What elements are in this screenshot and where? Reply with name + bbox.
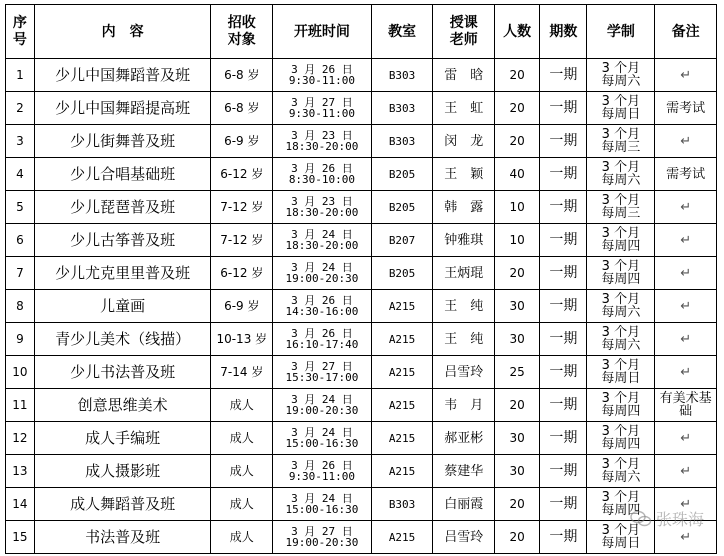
cell-start-time xyxy=(273,59,372,92)
cell-audience: 7-12 岁 xyxy=(211,191,273,224)
cell-room: B207 xyxy=(371,224,433,257)
cell-course-name: 少儿古筝普及班 xyxy=(34,224,211,257)
system-day: 每周四 xyxy=(601,272,641,287)
system-day: 每周六 xyxy=(601,305,641,320)
cell-term: 一期 xyxy=(540,224,587,257)
start-hours: 16:10-17:40 xyxy=(285,338,359,351)
cell-audience: 6-12 岁 xyxy=(211,158,273,191)
cell-start-time xyxy=(273,125,372,158)
cell-teacher: 雷 晗 xyxy=(433,59,495,92)
system-duration: 3 个月 xyxy=(601,523,641,538)
system-duration: 3 个月 xyxy=(601,490,641,505)
system-day: 每周六 xyxy=(601,74,641,89)
system-day: 每周六 xyxy=(601,338,641,353)
cell-audience: 6-8 岁 xyxy=(211,92,273,125)
cell-count: 40 xyxy=(495,158,540,191)
system-day: 每周六 xyxy=(601,470,641,485)
table-row xyxy=(6,356,717,389)
cell-term: 一期 xyxy=(540,257,587,290)
table-row xyxy=(6,158,717,191)
start-date: 3 月 27 日 xyxy=(291,360,353,373)
cell-teacher: 王 颖 xyxy=(433,158,495,191)
cell-start-time xyxy=(273,356,372,389)
cell-seq: 12 xyxy=(6,422,35,455)
start-date: 3 月 24 日 xyxy=(291,261,353,274)
cell-teacher: 王 纯 xyxy=(433,290,495,323)
cell-teacher: 钟雅琪 xyxy=(433,224,495,257)
system-day: 每周三 xyxy=(601,140,641,155)
cell-seq: 3 xyxy=(6,125,35,158)
cell-course-name: 少儿中国舞蹈普及班 xyxy=(34,59,211,92)
system-day: 每周四 xyxy=(601,503,641,518)
cell-count: 20 xyxy=(495,521,540,554)
cell-count: 10 xyxy=(495,191,540,224)
cell-start-time xyxy=(273,389,372,422)
cell-term: 一期 xyxy=(540,521,587,554)
cell-start-time xyxy=(273,422,372,455)
cell-audience: 6-8 岁 xyxy=(211,59,273,92)
cell-room: A215 xyxy=(371,290,433,323)
cell-room: B303 xyxy=(371,125,433,158)
cell-room: B205 xyxy=(371,191,433,224)
system-duration: 3 个月 xyxy=(601,226,641,241)
system-day: 每周日 xyxy=(601,107,641,122)
start-date: 3 月 24 日 xyxy=(291,426,353,439)
cell-count: 20 xyxy=(495,389,540,422)
cell-term: 一期 xyxy=(540,290,587,323)
cell-seq: 2 xyxy=(6,92,35,125)
cell-room: A215 xyxy=(371,455,433,488)
header-note: 备注 xyxy=(655,5,717,59)
cell-start-time xyxy=(273,290,372,323)
header-row xyxy=(6,5,717,59)
cell-teacher: 韩 露 xyxy=(433,191,495,224)
cell-audience: 6-9 岁 xyxy=(211,125,273,158)
cell-teacher: 郝亚彬 xyxy=(433,422,495,455)
system-duration: 3 个月 xyxy=(601,160,641,175)
cell-start-time xyxy=(273,158,372,191)
cell-count: 20 xyxy=(495,488,540,521)
header-audience: 招收 对象 xyxy=(211,5,273,59)
system-duration: 3 个月 xyxy=(601,127,641,142)
cell-start-time xyxy=(273,257,372,290)
cell-audience: 成人 xyxy=(211,488,273,521)
cell-seq: 9 xyxy=(6,323,35,356)
cell-course-name: 少儿琵琶普及班 xyxy=(34,191,211,224)
cell-system xyxy=(587,59,655,92)
cell-seq: 8 xyxy=(6,290,35,323)
start-hours: 19:00-20:30 xyxy=(285,272,359,285)
cell-room: B205 xyxy=(371,257,433,290)
cell-system xyxy=(587,356,655,389)
cell-teacher: 闵 龙 xyxy=(433,125,495,158)
cell-course-name: 少儿街舞普及班 xyxy=(34,125,211,158)
cell-note: ↵ xyxy=(655,323,717,356)
start-date: 3 月 26 日 xyxy=(291,327,353,340)
cell-count: 30 xyxy=(495,290,540,323)
start-date: 3 月 26 日 xyxy=(291,162,353,175)
cell-start-time xyxy=(273,224,372,257)
cell-note: ↵ xyxy=(655,125,717,158)
cell-note: ↵ xyxy=(655,455,717,488)
table-row xyxy=(6,125,717,158)
cell-start-time xyxy=(273,191,372,224)
start-date: 3 月 24 日 xyxy=(291,393,353,406)
cell-term: 一期 xyxy=(540,389,587,422)
cell-course-name: 少儿书法普及班 xyxy=(34,356,211,389)
start-hours: 19:00-20:30 xyxy=(285,404,359,417)
cell-audience: 成人 xyxy=(211,455,273,488)
table-row xyxy=(6,521,717,554)
system-day: 每周四 xyxy=(601,404,641,419)
cell-count: 20 xyxy=(495,257,540,290)
cell-note: 需考试 xyxy=(655,92,717,125)
cell-term: 一期 xyxy=(540,422,587,455)
cell-course-name: 成人摄影班 xyxy=(34,455,211,488)
cell-audience: 成人 xyxy=(211,521,273,554)
start-hours: 8:30-10:00 xyxy=(288,173,356,186)
cell-term: 一期 xyxy=(540,92,587,125)
start-hours: 18:30-20:00 xyxy=(285,140,359,153)
cell-room: B205 xyxy=(371,158,433,191)
start-hours: 18:30-20:00 xyxy=(285,206,359,219)
cell-teacher: 韦 月 xyxy=(433,389,495,422)
cell-seq: 1 xyxy=(6,59,35,92)
cell-note: 有美术基础 xyxy=(655,389,717,422)
table-row xyxy=(6,455,717,488)
system-day: 每周四 xyxy=(601,239,641,254)
cell-room: A215 xyxy=(371,323,433,356)
cell-room: B303 xyxy=(371,92,433,125)
table-row xyxy=(6,224,717,257)
cell-seq: 15 xyxy=(6,521,35,554)
start-hours: 15:00-16:30 xyxy=(285,437,359,450)
table-row xyxy=(6,323,717,356)
system-duration: 3 个月 xyxy=(601,325,641,340)
system-duration: 3 个月 xyxy=(601,61,641,76)
cell-system xyxy=(587,422,655,455)
cell-note: ↵ xyxy=(655,356,717,389)
cell-note: ↵ xyxy=(655,257,717,290)
system-duration: 3 个月 xyxy=(601,391,641,406)
cell-note: ↵ xyxy=(655,191,717,224)
cell-course-name: 书法普及班 xyxy=(34,521,211,554)
cell-course-name: 儿童画 xyxy=(34,290,211,323)
cell-system xyxy=(587,290,655,323)
start-date: 3 月 23 日 xyxy=(291,195,353,208)
cell-count: 30 xyxy=(495,323,540,356)
cell-seq: 4 xyxy=(6,158,35,191)
cell-audience: 成人 xyxy=(211,389,273,422)
cell-teacher: 吕雪玲 xyxy=(433,521,495,554)
start-date: 3 月 24 日 xyxy=(291,492,353,505)
system-duration: 3 个月 xyxy=(601,457,641,472)
cell-note: ↵ xyxy=(655,224,717,257)
cell-course-name: 青少儿美术（线描） xyxy=(34,323,211,356)
system-duration: 3 个月 xyxy=(601,193,641,208)
header-start-time: 开班时间 xyxy=(273,5,372,59)
cell-room: A215 xyxy=(371,422,433,455)
system-duration: 3 个月 xyxy=(601,259,641,274)
cell-term: 一期 xyxy=(540,488,587,521)
cell-start-time xyxy=(273,323,372,356)
cell-count: 30 xyxy=(495,455,540,488)
cell-system xyxy=(587,521,655,554)
header-content: 内 容 xyxy=(34,5,211,59)
start-date: 3 月 27 日 xyxy=(291,96,353,109)
cell-count: 20 xyxy=(495,92,540,125)
header-seq: 序 号 xyxy=(6,5,35,59)
cell-note: ↵ xyxy=(655,422,717,455)
cell-room: A215 xyxy=(371,389,433,422)
cell-teacher: 王 纯 xyxy=(433,323,495,356)
cell-start-time xyxy=(273,455,372,488)
header-system: 学制 xyxy=(587,5,655,59)
watermark-text: 张珠海 xyxy=(655,510,704,529)
start-date: 3 月 26 日 xyxy=(291,294,353,307)
start-date: 3 月 26 日 xyxy=(291,63,353,76)
cell-count: 10 xyxy=(495,224,540,257)
table-row xyxy=(6,488,717,521)
cell-term: 一期 xyxy=(540,356,587,389)
table-row xyxy=(6,59,717,92)
cell-audience: 6-9 岁 xyxy=(211,290,273,323)
cell-teacher: 吕雪玲 xyxy=(433,356,495,389)
cell-room: A215 xyxy=(371,356,433,389)
start-hours: 18:30-20:00 xyxy=(285,239,359,252)
cell-note: ↵ xyxy=(655,59,717,92)
cell-room: B303 xyxy=(371,488,433,521)
cell-audience: 10-13 岁 xyxy=(211,323,273,356)
cell-system xyxy=(587,125,655,158)
cell-note: ↵ xyxy=(655,290,717,323)
cell-count: 20 xyxy=(495,125,540,158)
cell-count: 25 xyxy=(495,356,540,389)
start-hours: 9:30-11:00 xyxy=(288,107,356,120)
cell-seq: 5 xyxy=(6,191,35,224)
cell-term: 一期 xyxy=(540,158,587,191)
cell-teacher: 白丽霞 xyxy=(433,488,495,521)
start-hours: 19:00-20:30 xyxy=(285,536,359,549)
system-duration: 3 个月 xyxy=(601,292,641,307)
cell-seq: 14 xyxy=(6,488,35,521)
cell-term: 一期 xyxy=(540,59,587,92)
cell-teacher: 王炳琨 xyxy=(433,257,495,290)
start-hours: 15:30-17:00 xyxy=(285,371,359,384)
cell-system xyxy=(587,191,655,224)
table-row xyxy=(6,290,717,323)
system-day: 每周六 xyxy=(601,173,641,188)
cell-count: 20 xyxy=(495,59,540,92)
cell-course-name: 少儿合唱基础班 xyxy=(34,158,211,191)
cell-audience: 成人 xyxy=(211,422,273,455)
table-row xyxy=(6,422,717,455)
cell-seq: 13 xyxy=(6,455,35,488)
system-duration: 3 个月 xyxy=(601,94,641,109)
header-term: 期数 xyxy=(540,5,587,59)
cell-teacher: 王 虹 xyxy=(433,92,495,125)
cell-system xyxy=(587,257,655,290)
cell-course-name: 少儿尤克里里普及班 xyxy=(34,257,211,290)
cell-term: 一期 xyxy=(540,125,587,158)
cell-audience: 7-12 岁 xyxy=(211,224,273,257)
cell-term: 一期 xyxy=(540,455,587,488)
cell-system xyxy=(587,389,655,422)
cell-system xyxy=(587,158,655,191)
cell-course-name: 成人手编班 xyxy=(34,422,211,455)
cell-term: 一期 xyxy=(540,191,587,224)
cell-audience: 7-14 岁 xyxy=(211,356,273,389)
cell-audience: 6-12 岁 xyxy=(211,257,273,290)
system-day: 每周日 xyxy=(601,536,641,551)
start-hours: 9:30-11:00 xyxy=(288,470,356,483)
cell-room: B303 xyxy=(371,59,433,92)
table-row xyxy=(6,92,717,125)
table-row xyxy=(6,389,717,422)
system-duration: 3 个月 xyxy=(601,358,641,373)
cell-system xyxy=(587,455,655,488)
cell-start-time xyxy=(273,521,372,554)
cell-seq: 10 xyxy=(6,356,35,389)
system-day: 每周日 xyxy=(601,371,641,386)
cell-system xyxy=(587,92,655,125)
start-date: 3 月 26 日 xyxy=(291,459,353,472)
start-hours: 9:30-11:00 xyxy=(288,74,356,87)
start-date: 3 月 27 日 xyxy=(291,525,353,538)
cell-count: 30 xyxy=(495,422,540,455)
cell-term: 一期 xyxy=(540,323,587,356)
cell-note: 需考试 xyxy=(655,158,717,191)
cell-course-name: 少儿中国舞蹈提高班 xyxy=(34,92,211,125)
table-row xyxy=(6,191,717,224)
cell-system xyxy=(587,323,655,356)
header-count: 人数 xyxy=(495,5,540,59)
start-hours: 15:00-16:30 xyxy=(285,503,359,516)
cell-room: A215 xyxy=(371,521,433,554)
cell-course-name: 成人舞蹈普及班 xyxy=(34,488,211,521)
start-date: 3 月 23 日 xyxy=(291,129,353,142)
start-date: 3 月 24 日 xyxy=(291,228,353,241)
cell-teacher: 蔡建华 xyxy=(433,455,495,488)
table-row xyxy=(6,257,717,290)
system-day: 每周四 xyxy=(601,437,641,452)
system-duration: 3 个月 xyxy=(601,424,641,439)
cell-course-name: 创意思维美术 xyxy=(34,389,211,422)
system-day: 每周三 xyxy=(601,206,641,221)
start-hours: 14:30-16:00 xyxy=(285,305,359,318)
course-schedule-table xyxy=(5,4,717,554)
cell-start-time xyxy=(273,488,372,521)
cell-seq: 7 xyxy=(6,257,35,290)
header-room: 教室 xyxy=(371,5,433,59)
cell-system xyxy=(587,224,655,257)
cell-seq: 11 xyxy=(6,389,35,422)
cell-note: ↵ xyxy=(655,488,717,521)
cell-system xyxy=(587,488,655,521)
cell-start-time xyxy=(273,92,372,125)
header-teacher: 授课 老师 xyxy=(433,5,495,59)
cell-seq: 6 xyxy=(6,224,35,257)
cell-note: ↵ xyxy=(655,521,717,554)
